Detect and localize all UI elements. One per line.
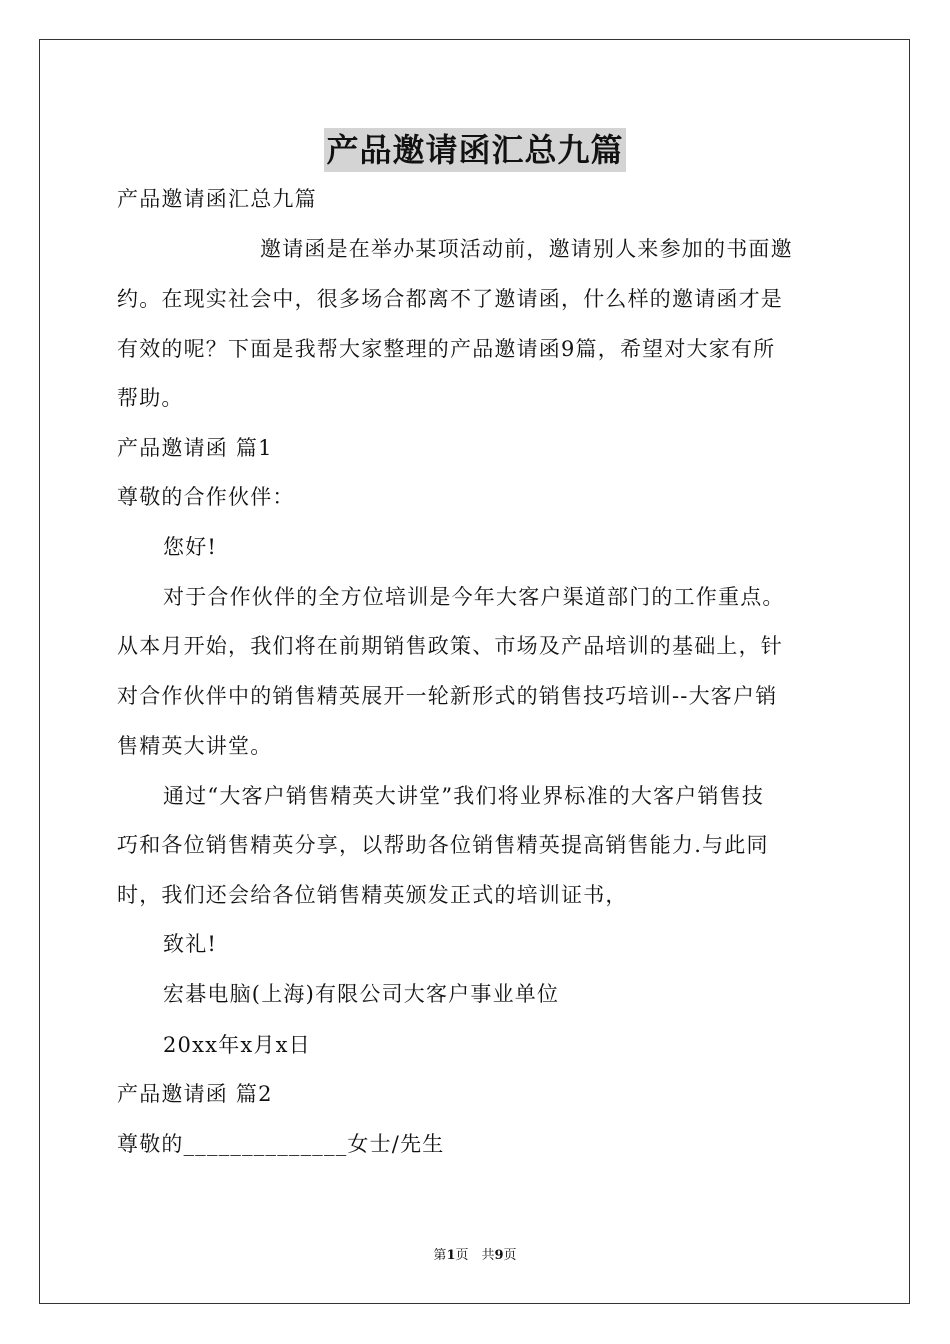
page-footer	[0, 1247, 950, 1265]
body-line-1: 对于合作伙伴的全方位培训是今年大客户渠道部门的工作重点。	[163, 585, 785, 609]
section-heading-2: 产品邀请函 篇2	[117, 1082, 273, 1106]
body-line-6: 巧和各位销售精英分享，以帮助各位销售精英提高销售能力.与此同	[117, 833, 769, 857]
intro-line-4: 帮助。	[117, 386, 184, 410]
title-wrap	[0, 128, 950, 172]
body-line-3: 对合作伙伴中的销售精英展开一轮新形式的销售技巧培训--大客户销	[117, 684, 778, 708]
body-line-4: 售精英大讲堂。	[117, 734, 273, 758]
salutation-1: 尊敬的合作伙伴：	[117, 485, 295, 509]
body-line-5: 通过“大客户销售精英大讲堂”我们将业界标准的大客户销售技	[163, 784, 765, 808]
footer-page-current: 1	[446, 1248, 456, 1263]
footer-page-suffix: 页	[503, 1248, 517, 1263]
closing-line: 致礼!	[163, 932, 218, 956]
intro-line-3: 有效的呢？下面是我帮大家整理的产品邀请函9篇，希望对大家有所	[117, 337, 776, 361]
intro-line-1: 邀请函是在举办某项活动前，邀请别人来参加的书面邀	[260, 237, 793, 261]
footer-page-mid: 页 共	[455, 1248, 495, 1263]
signature-date: 20xx年x月x日	[163, 1033, 311, 1057]
intro-line-2: 约。在现实社会中，很多场合都离不了邀请函，什么样的邀请函才是	[117, 287, 783, 311]
subtitle-line: 产品邀请函汇总九篇	[117, 187, 317, 211]
signature-company: 宏碁电脑(上海)有限公司大客户事业单位	[163, 982, 560, 1006]
body-line-2: 从本月开始，我们将在前期销售政策、市场及产品培训的基础上，针	[117, 634, 783, 658]
footer-page-total: 9	[494, 1248, 504, 1263]
footer-page-prefix: 第	[433, 1248, 447, 1263]
body-line-7: 时，我们还会给各位销售精英颁发正式的培训证书，	[117, 883, 628, 907]
document-title: 产品邀请函汇总九篇	[324, 128, 625, 172]
greeting-1: 您好!	[163, 535, 218, 559]
section-heading-1: 产品邀请函 篇1	[117, 436, 273, 460]
page-border	[39, 39, 910, 1304]
salutation-2: 尊敬的______________女士/先生	[117, 1132, 445, 1156]
